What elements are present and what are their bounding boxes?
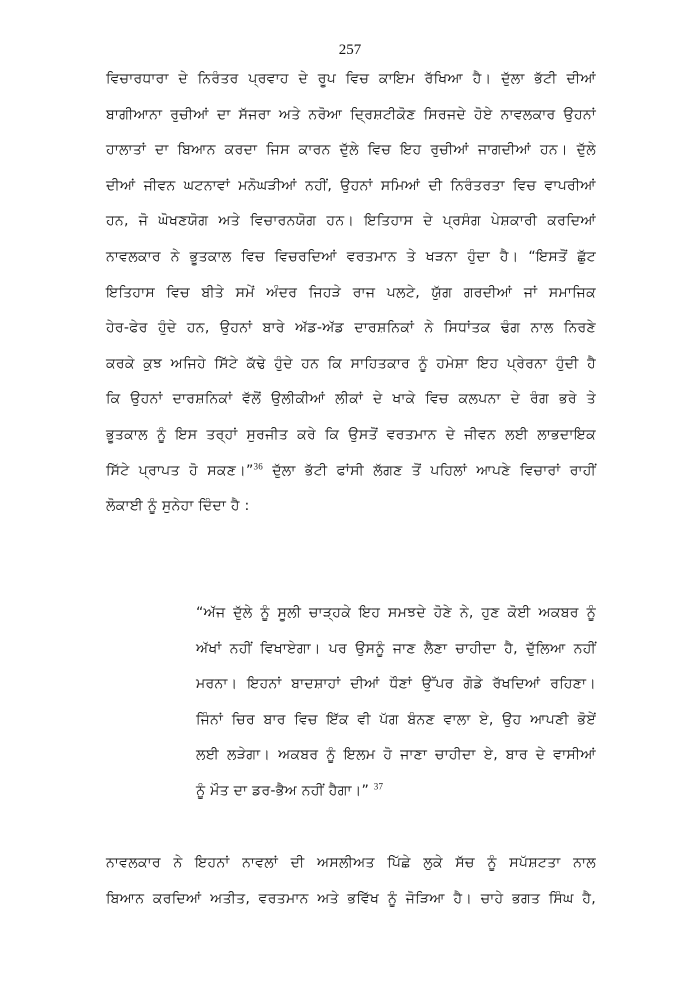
- footnote-ref-37: 37: [373, 781, 384, 792]
- quote-line: ਮਰਨਾ। ਇਹਨਾਂ ਬਾਦਸ਼ਾਹਾਂ ਦੀਆਂ ਧੌਣਾਂ ਉੱਪਰ ਗੋਡੇ ਰੱਖਦਿਆਂ ਰਹਿਣਾ।: [196, 676, 596, 693]
- text-line: ਲੋਕਾਈ ਨੂੰ ਸੁਨੇਹਾ ਦਿੰਦਾ ਹੈ :: [106, 498, 250, 515]
- page-number: 257: [338, 42, 362, 58]
- footnote-ref-36: 36: [253, 460, 263, 471]
- quote-line: ਜਿੰਨਾਂ ਚਿਰ ਬਾਰ ਵਿਚ ਇੱਕ ਵੀ ਪੱਗ ਬੰਨਣ ਵਾਲਾ ਏ, ਉਹ ਆਪਣੀ ਭੋਏਂ: [196, 711, 596, 728]
- text-line: ਇਤਿਹਾਸ ਵਿਚ ਬੀਤੇ ਸਮੇਂ ਅੰਦਰ ਜਿਹੜੇ ਰਾਜ ਪਲਟੇ, ਯੁੱਗ ਗਰਦੀਆਂ ਜਾਂ ਸਮਾਜਿਕ: [106, 284, 596, 301]
- quote-line-with-footnote: [196, 774, 596, 810]
- text-line: ਨਾਵਲਕਾਰ ਨੇ ਇਹਨਾਂ ਨਾਵਲਾਂ ਦੀ ਅਸਲੀਅਤ ਪਿੱਛੇ ਲੁਕੇ ਸੱਚ ਨੂੰ ਸਪੱਸ਼ਟਤਾ ਨਾਲ: [106, 855, 596, 871]
- quote-line: ਲਈ ਲੜੇਗਾ। ਅਕਬਰ ਨੂੰ ਇਲਮ ਹੋ ਜਾਣਾ ਚਾਹੀਦਾ ਏ, ਬਾਰ ਦੇ ਵਾਸੀਆਂ: [196, 747, 596, 764]
- text-line: ਬਾਗੀਆਨਾ ਰੁਚੀਆਂ ਦਾ ਸੱਜਰਾ ਅਤੇ ਨਰੋਆ ਦ੍ਰਿਸ਼ਟੀਕੋਣ ਸਿਰਜਦੇ ਹੋਏ ਨਾਵਲਕਾਰ ਉਹਨਾਂ: [106, 106, 596, 123]
- text-line: ਭੂਤਕਾਲ ਨੂੰ ਇਸ ਤਰ੍ਹਾਂ ਸੁਰਜੀਤ ਕਰੇ ਕਿ ਉਸਤੋਂ ਵਰਤਮਾਨ ਦੇ ਜੀਵਨ ਲਈ ਲਾਭਦਾਇਕ: [106, 426, 596, 443]
- text-line: ਬਿਆਨ ਕਰਦਿਆਂ ਅਤੀਤ, ਵਰਤਮਾਨ ਅਤੇ ਭਵਿੱਖ ਨੂੰ ਜੋੜਿਆ ਹੈ। ਚਾਹੇ ਭਗਤ ਸਿੰਘ ਹੈ,: [106, 890, 596, 907]
- paragraph-2: [106, 846, 596, 917]
- text-line: ਹੇਰ-ਫੇਰ ਹੁੰਦੇ ਹਨ, ਉਹਨਾਂ ਬਾਰੇ ਅੱਡ-ਅੱਡ ਦਾਰਸ਼ਨਿਕਾਂ ਨੇ ਸਿਧਾਂਤਕ ਢੰਗ ਨਾਲ ਨਿਰਣੇ: [106, 320, 596, 337]
- text-line: ਹਨ, ਜੋ ਘੋਖਣਯੋਗ ਅਤੇ ਵਿਚਾਰਨਯੋਗ ਹਨ। ਇਤਿਹਾਸ ਦੇ ਪ੍ਰਸੰਗ ਪੇਸ਼ਕਾਰੀ ਕਰਦਿਆਂ: [106, 213, 596, 230]
- text-line: ਦੀਆਂ ਜੀਵਨ ਘਟਨਾਵਾਂ ਮਨੋਘੜੀਆਂ ਨਹੀਂ, ਉਹਨਾਂ ਸਮਿਆਂ ਦੀ ਨਿਰੰਤਰਤਾ ਵਿਚ ਵਾਪਰੀਆਂ: [106, 177, 596, 194]
- text-line: ਵਿਚਾਰਧਾਰਾ ਦੇ ਨਿਰੰਤਰ ਪ੍ਰਵਾਹ ਦੇ ਰੂਪ ਵਿਚ ਕਾਇਮ ਰੱਖਿਆ ਹੈ। ਦੁੱਲਾ ਭੱਟੀ ਦੀਆਂ: [106, 71, 596, 87]
- quote-line: ਅੱਖਾਂ ਨਹੀਂ ਵਿਖਾਏਗਾ। ਪਰ ਉਸਨੂੰ ਜਾਣ ਲੈਣਾ ਚਾਹੀਦਾ ਹੈ, ਦੁੱਲਿਆ ਨਹੀਂ: [196, 640, 596, 657]
- text-line: ਕਰਕੇ ਕੁਝ ਅਜਿਹੇ ਸਿੱਟੇ ਕੱਢੇ ਹੁੰਦੇ ਹਨ ਕਿ ਸਾਹਿਤਕਾਰ ਨੂੰ ਹਮੇਸ਼ਾ ਇਹ ਪ੍ਰੇਰਨਾ ਹੁੰਦੀ ਹੈ: [106, 355, 596, 372]
- text-segment: ਦੁੱਲਾ ਭੱਟੀ ਫਾਂਸੀ ਲੱਗਣ ਤੋਂ ਪਹਿਲਾਂ ਆਪਣੇ ਵਿਚਾਰਾਂ ਰਾਹੀਂ: [262, 462, 596, 479]
- text-line: ਹਾਲਾਤਾਂ ਦਾ ਬਿਆਨ ਕਰਦਾ ਜਿਸ ਕਾਰਨ ਦੁੱਲੇ ਵਿਚ ਇਹ ਰੁਚੀਆਂ ਜਾਗਦੀਆਂ ਹਨ। ਦੁੱਲੇ: [106, 142, 596, 159]
- text-segment: ਸਿੱਟੇ ਪ੍ਰਾਪਤ ਹੋ ਸਕਣ।”: [106, 462, 254, 479]
- text-line: ਕਿ ਉਹਨਾਂ ਦਾਰਸ਼ਨਿਕਾਂ ਵੱਲੋਂ ਉਲੀਕੀਆਂ ਲੀਕਾਂ ਦੇ ਖਾਕੇ ਵਿਚ ਕਲਪਨਾ ਦੇ ਰੰਗ ਭਰੇ ਤੇ: [106, 391, 596, 408]
- text-segment: ਨੂੰ ਮੌਤ ਦਾ ਡਰ-ਭੈਅ ਨਹੀਂ ਹੈਗਾ।”: [196, 782, 370, 799]
- quote-line: “ਅੱਜ ਦੁੱਲੇ ਨੂੰ ਸੂਲੀ ਚਾੜ੍ਹਕੇ ਇਹ ਸਮਝਦੇ ਹੋਣੇ ਨੇ, ਹੁਣ ਕੋਈ ਅਕਬਰ ਨੂੰ: [196, 605, 596, 621]
- text-line: ਨਾਵਲਕਾਰ ਨੇ ਭੂਤਕਾਲ ਵਿਚ ਵਿਚਰਦਿਆਂ ਵਰਤਮਾਨ ਤੇ ਖੜਨਾ ਹੁੰਦਾ ਹੈ। “ਇਸਤੋਂ ਛੁੱਟ: [106, 248, 596, 265]
- text-line-with-footnote: [106, 454, 596, 490]
- paragraph-1: [106, 62, 596, 525]
- block-quote: [196, 596, 596, 810]
